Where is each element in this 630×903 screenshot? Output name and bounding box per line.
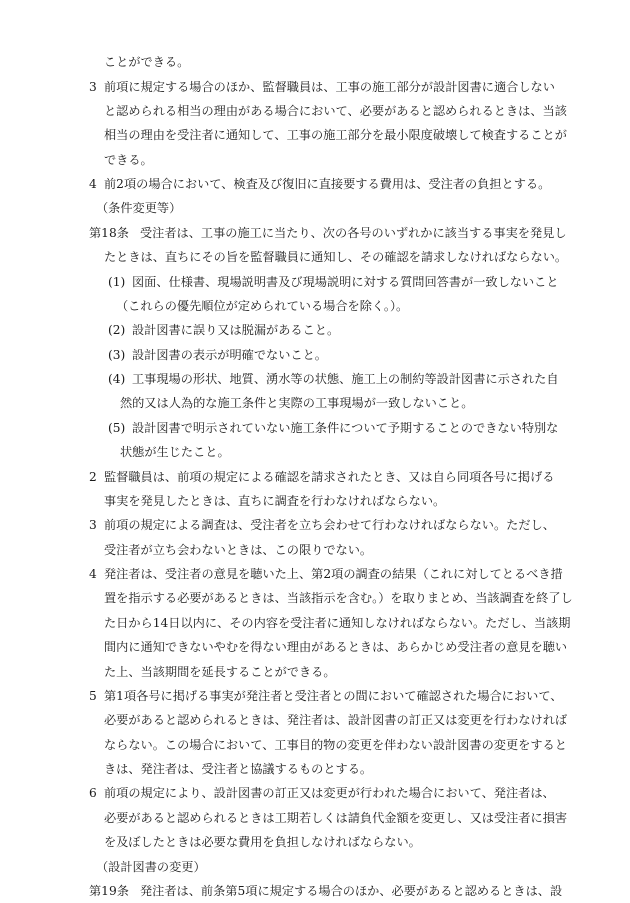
text-line: た上、当該期間を延長することができる。	[104, 665, 336, 679]
text-line: た日から14日以内に、その内容を受注者に通知しなければならない。ただし、当該期	[104, 616, 571, 630]
text-line: 受注者が立ち会わないときは、この限りでない。	[104, 543, 373, 557]
text-line: 受注者は、工事の施工に当たり、次の各号のいずれかに該当する事実を発見し	[140, 226, 567, 240]
paragraph-number: 6	[89, 786, 97, 800]
text-line: 事実を発見したときは、直ちに調査を行わなければならない。	[104, 494, 446, 508]
text-line: と認められる相当の理由がある場合において、必要があると認められるときは、当該	[104, 104, 567, 118]
text-line: 置を指示する必要があるときは、当該指示を含む。）を取りまとめ、当該調査を終了し	[104, 591, 573, 605]
paragraph-number: 2	[89, 470, 97, 484]
item-number: (5)	[108, 421, 126, 435]
paragraph-number: 4	[89, 567, 97, 581]
text-line: たときは、直ちにその旨を監督職員に通知し、その確認を請求しなければならない。	[104, 250, 568, 264]
text-line: きは、発注者は、受注者と協議するものとする。	[104, 762, 373, 776]
text-line: 必要があると認められるときは工期若しくは請負代金額を変更し、又は受注者に損害	[104, 811, 568, 825]
section-heading: （設計図書の変更）	[96, 860, 206, 874]
item-number: (4)	[108, 372, 126, 386]
section-heading: （条件変更等）	[96, 201, 182, 215]
text-line: 相当の理由を受注者に通知して、工事の施工部分を最小限度破壊して検査することが	[104, 128, 567, 142]
text-line: 設計図書で明示されていない施工条件について予期することのできない特別な	[132, 421, 559, 435]
text-line: 監督職員は、前項の規定による確認を請求されたとき、又は自ら同項各号に掲げる	[104, 470, 555, 484]
item-number: (2)	[108, 323, 126, 337]
article-number: 第18条	[89, 226, 129, 240]
text-line: 前項に規定する場合のほか、監督職員は、工事の施工部分が設計図書に適合しない	[104, 80, 555, 94]
item-number: (1)	[108, 275, 126, 289]
article-number: 第19条	[89, 884, 129, 898]
text-line: 前項の規定による調査は、受注者を立ち会わせて行わなければならない。ただし、	[104, 518, 555, 532]
text-line: ならない。この場合において、工事目的物の変更を伴わない設計図書の変更をすると	[104, 738, 567, 752]
text-line: 第1項各号に掲げる事実が発注者と受注者との間において確認された場合において、	[104, 689, 563, 703]
text-line: （これらの優先順位が定められている場合を除く。）。	[116, 299, 409, 313]
text-line: 状態が生じたこと。	[120, 445, 230, 459]
text-line: 発注者は、前条第5項に規定する場合のほか、必要があると認めるときは、設	[140, 884, 563, 898]
text-line: 前項の規定により、設計図書の訂正又は変更が行われた場合において、発注者は、	[104, 786, 555, 800]
text-line: を及ぼしたときは必要な費用を負担しなければならない。	[104, 835, 421, 849]
text-line: 設計図書の表示が明確でないこと。	[132, 348, 327, 362]
paragraph-number: 4	[89, 177, 97, 191]
paragraph-number: 5	[89, 689, 97, 703]
text-line: 設計図書に誤り又は脱漏があること。	[132, 323, 340, 337]
text-line: ことができる。	[104, 55, 190, 69]
text-line: 必要があると認められるときは、発注者は、設計図書の訂正又は変更を行わなければ	[104, 713, 568, 727]
text-line: 間内に通知できないやむを得ない理由があるときは、あらかじめ受注者の意見を聴い	[104, 640, 568, 654]
text-line: 然的又は人為的な施工条件と実際の工事現場が一致しないこと。	[120, 396, 474, 410]
paragraph-number: 3	[89, 518, 97, 532]
text-line: 発注者は、受注者の意見を聴いた上、第2項の調査の結果（これに対してとるべき措	[104, 567, 563, 581]
text-line: 図面、仕様書、現場説明書及び現場説明に対する質問回答書が一致しないこと	[132, 275, 559, 289]
item-number: (3)	[108, 348, 126, 362]
paragraph-number: 3	[89, 80, 97, 94]
text-line: 工事現場の形状、地質、湧水等の状態、施工上の制約等設計図書に示された自	[132, 372, 559, 386]
text-line: 前2項の場合において、検査及び復旧に直接要する費用は、受注者の負担とする。	[104, 177, 551, 191]
text-line: できる。	[104, 153, 153, 167]
